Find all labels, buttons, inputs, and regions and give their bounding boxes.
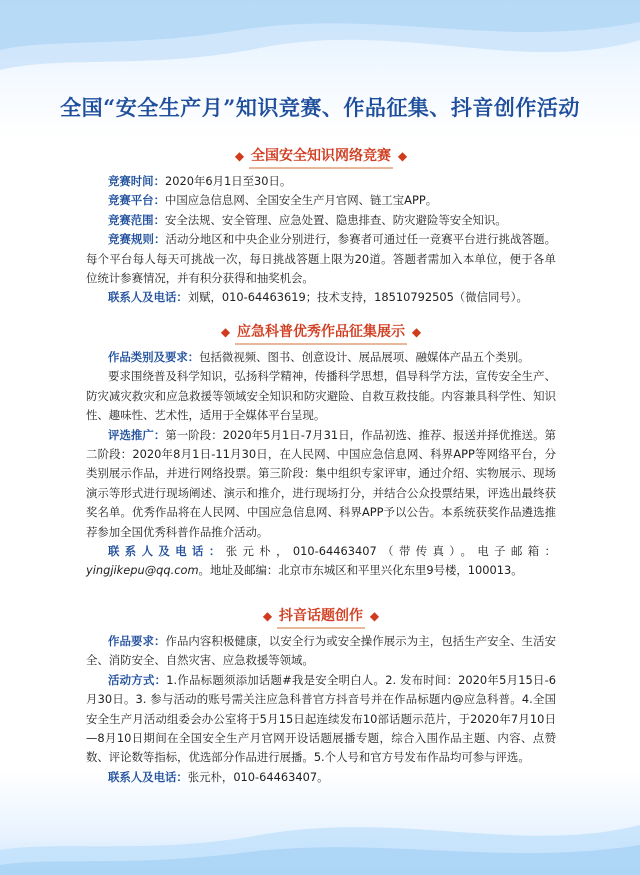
contest-time: 竞赛时间：2020年6月1日至30日。 [108,174,292,188]
contest-scope: 竞赛范围：安全法规、安全管理、应急处置、隐患排查、防灾避险等安全知识。 [108,212,507,227]
section-douyin-topic [86,606,556,787]
works-selection: 评选推广：第一阶段：2020年5月1日-7月31日，作品初选、推荐、报送并择优推送。第二阶段：2020年8月1日-11月30日，在人民网、中国应急信息网、科界APP等网络平台，分类别展示作品，并进行网络投票。第三阶段：集中组织专家评审，通过介绍、实物展示、现场演示等形式进行现场阐述、演示和推介，进行现场打分，并结合公众投票结果，评选出最终获奖名单。优秀作品将在人民网、中国应急信息网、科界APP予以公告。本系统获奖作品遴选推荐参加全国优秀科普作品推介活动。 [86,427,556,539]
section-heading-text: 全国安全知识网络竞赛 [249,146,393,169]
section-knowledge-contest [86,146,556,308]
diamond-icon: ◆ [220,325,231,339]
diamond-icon: ◆ [369,609,380,623]
bottom-wave-decoration [0,805,640,875]
diamond-icon: ◆ [397,149,408,163]
douyin-method: 活动方式：1.作品标题须添加话题#我是安全明白人。2. 发布时间：2020年5月15日-6月30日。3. 参与活动的账号需关注应急科普官方抖音号并在作品标题内@应急科普。4.全国安全生产月活动组委会办公室将于5月15日起连续发布10部话题示范片，于2020年7月10日—8月10日期间在全国安全生产月官网开设话题展播专题，综合入围作品主题、内容、点赞数、评论数等指标，优选部分作品进行展播。5.个人号和官方号发布作品均可参与评选。 [86,672,556,765]
diamond-icon: ◆ [262,609,273,623]
diamond-icon: ◆ [234,149,245,163]
page-title: 全国“安全生产月”知识竞赛、作品征集、抖音创作活动 [60,95,580,120]
works-category: 作品类别及要求：包括微视频、图书、创意设计、展品展项、融媒体产品五个类别。 [108,350,530,364]
section-science-works [86,322,556,581]
contest-platform: 竞赛平台：中国应急信息网、全国安全生产月官网、链工宝APP。 [108,193,438,208]
section-heading [86,146,556,166]
section-heading-text: 应急科普优秀作品征集展示 [235,322,407,345]
douyin-requirements: 作品要求：作品内容积极健康，以安全行为或安全操作展示为主，包括生产安全、生活安全、消防安全、自然灾害、应急救援等领域。 [86,634,556,668]
works-requirements: 要求围绕普及科学知识，弘扬科学精神，传播科学思想，倡导科学方法，宣传安全生产、防灾减灾救灾和应急救援等领域安全知识和防灾避险、自救互救技能。内容兼具科学性、知识性、趣味性、艺术性，适用于全媒体平台呈现。 [86,369,556,423]
works-email: yingjikepu@qq.com [86,563,199,578]
works-contact: 联系人及电话：张元朴，010-64463407（带传真）。电子邮箱：yingjikepu@qq.com。地址及邮编：北京市东城区和平里兴化东里9号楼，100013。 [86,544,556,578]
douyin-contact: 联系人及电话：张元朴，010-64463407。 [108,769,329,784]
contest-rules: 竞赛规则：活动分地区和中央企业分别进行，参赛者可通过任一竞赛平台进行挑战答题。每个平台每人每天可挑战一次，每日挑战答题上限为20道。答题者需加入本单位，便于各单位统计参赛情况，并有积分获得和抽奖机会。 [86,232,556,286]
diamond-icon: ◆ [411,325,422,339]
section-heading [86,606,556,626]
section-heading [86,322,556,342]
top-wave-decoration [0,0,640,90]
contest-contact: 联系人及电话：刘赋，010-64463619；技术支持，18510792505（微信同号）。 [108,290,528,305]
section-heading-text: 抖音话题创作 [277,606,365,629]
